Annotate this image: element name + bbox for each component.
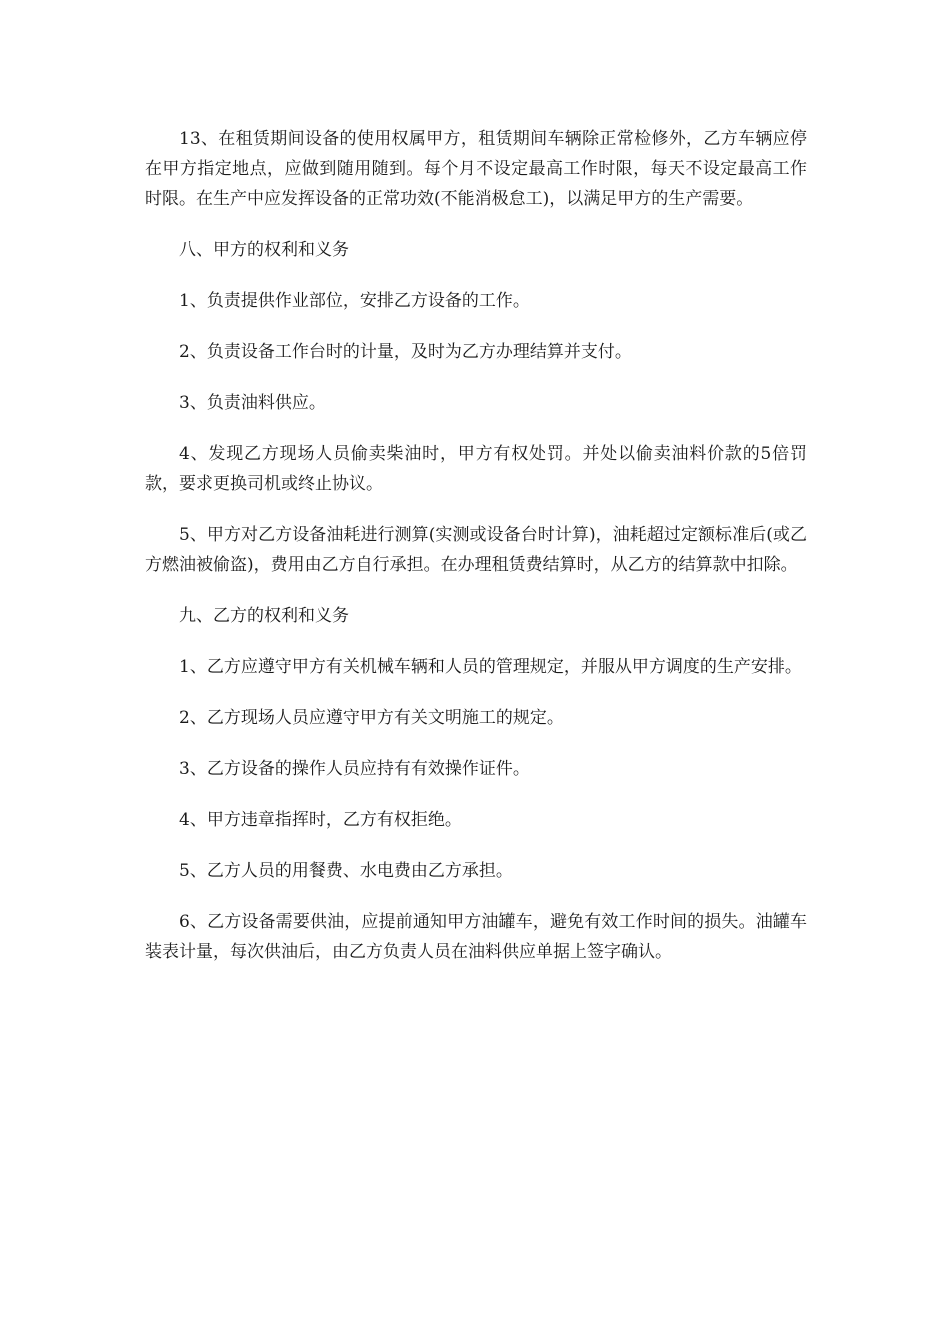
section-8-item-4: 4、发现乙方现场人员偷卖柴油时，甲方有权处罚。并处以偷卖油料价款的5倍罚款，要求更换司机或终止协议。 [145, 444, 807, 494]
document-body [145, 124, 807, 988]
section-9-item-4: 4、甲方违章指挥时，乙方有权拒绝。 [179, 810, 462, 830]
section-8-item-1: 1、负责提供作业部位，安排乙方设备的工作。 [179, 291, 530, 311]
clause-13-paragraph: 13、在租赁期间设备的使用权属甲方，租赁期间车辆除正常检修外，乙方车辆应停在甲方指定地点，应做到随用随到。每个月不设定最高工作时限，每天不设定最高工作时限。在生产中应发挥设备的正常功效(不能消极怠工)，以满足甲方的生产需要。 [145, 129, 807, 209]
section-9-item-3: 3、乙方设备的操作人员应持有有效操作证件。 [179, 759, 530, 779]
section-9-item-5: 5、乙方人员的用餐费、水电费由乙方承担。 [179, 861, 513, 881]
section-8-item-5: 5、甲方对乙方设备油耗进行测算(实测或设备台时计算)，油耗超过定额标准后(或乙方燃油被偷盗)，费用由乙方自行承担。在办理租赁费结算时，从乙方的结算款中扣除。 [145, 525, 807, 575]
section-8-heading: 八、甲方的权利和义务 [179, 240, 349, 260]
section-9-item-1: 1、乙方应遵守甲方有关机械车辆和人员的管理规定，并服从甲方调度的生产安排。 [179, 657, 802, 677]
section-9-item-2: 2、乙方现场人员应遵守甲方有关文明施工的规定。 [179, 708, 564, 728]
section-8-item-2: 2、负责设备工作台时的计量，及时为乙方办理结算并支付。 [179, 342, 632, 362]
section-9-item-6: 6、乙方设备需要供油，应提前通知甲方油罐车，避免有效工作时间的损失。油罐车装表计量，每次供油后，由乙方负责人员在油料供应单据上签字确认。 [145, 912, 807, 962]
section-8-item-3: 3、负责油料供应。 [179, 393, 326, 413]
section-9-heading: 九、乙方的权利和义务 [179, 606, 349, 626]
